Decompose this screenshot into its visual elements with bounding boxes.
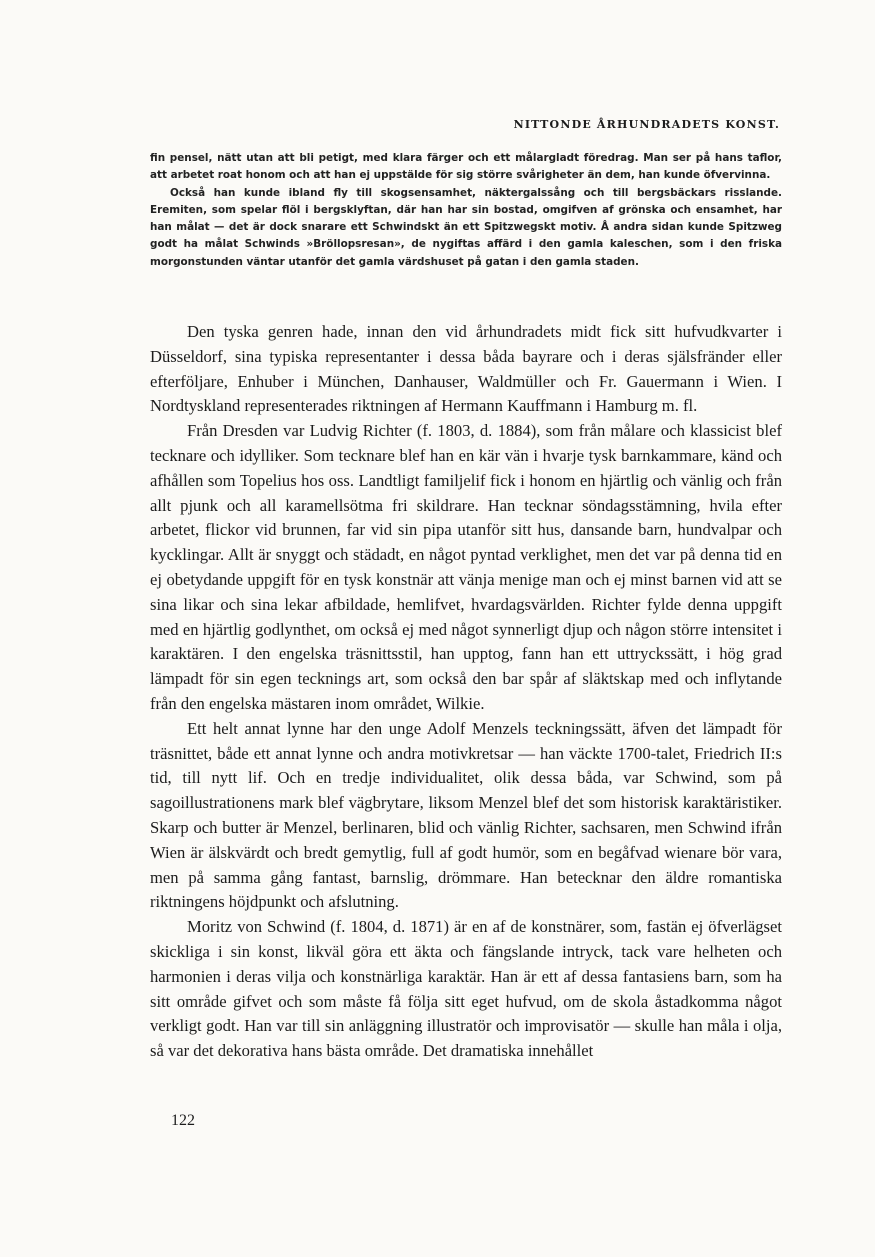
main-paragraph-2: Från Dresden var Ludvig Richter (f. 1803, d. 1884), som från målare och klassicist blef tecknare och idylliker. Som tecknare blef han en kär vän i hvarje tysk barnkammare, känd och afhållen som Topelius hos oss. Landtligt familjelif fick i honom en hjärtlig och vänlig och från allt pjunk och all karamellsötma fri skildrare. Han tecknar söndagsstämning, hvila efter arbetet, flickor vid brunnen, far vid sin pipa utanför sitt hus, dansande barn, hundvalpar och kycklingar. Allt är snyggt och städadt, en något pyntad verklighet, men det var på denna tid en ej obetydande uppgift för en tysk konstnär att vänja menige man och ej minst barnen vid att se sina likar och sina lekar afbildade, hemlifvet, hvardagsvärlden. Richter fylde denna uppgift med en hjärtlig godlynthet, om också ej med något synnerligt djup och någon större intensitet i karaktären. I den engelska träsnittsstil, han upptog, fann han ett uttryckssätt, i hög grad lämpadt för sin egen tecknings art, som också den bar spår af släktskap med och inflytande från den engelska mästaren inom området, Wilkie. (150, 421, 782, 713)
small-paragraph-2: Också han kunde ibland fly till skogsensamhet, näktergalssång och till bergsbäckars risslande. Eremiten, som spelar flöl i bergsklyftan, där han har sin bostad, omgifven af grönska och ensamhet, har han målat — det är dock snarare ett Schwindskt än ett Spitzwegskt motiv. Å andra sidan kunde Spitzweg godt ha målat Schwinds »Bröllopsresan», de nygiftas affärd i den gamla kaleschen, som i den friska morgonstunden väntar utanför det gamla värdshuset på gatan i den gamla staden. (150, 186, 782, 268)
main-paragraph-1: Den tyska genren hade, innan den vid århundradets midt fick sitt hufvudkvarter i Düsseldorf, sina typiska representanter i dessa båda bayrare och i deras själsfränder eller efterföljare, Enhuber i München, Danhauser, Waldmüller och Fr. Gauermann i Wien. I Nordtyskland representerades riktningen af Hermann Kauffmann i Hamburg m. fl. (150, 322, 782, 416)
main-text-section (150, 320, 782, 1064)
running-header: NITTONDE ÅRHUNDRADETS KONST. (513, 118, 780, 131)
main-paragraph-3: Ett helt annat lynne har den unge Adolf Menzels teckningssätt, äfven det lämpadt för träsnittet, både ett annat lynne och andra motivkretsar — han väckte 1700-talet, Friedrich II:s tid, till nytt lif. Och en tredje individualitet, olik dessa båda, var Schwind, som på sagoillustrationens mark blef vägbrytare, liksom Menzel blef det som historisk karaktäristiker. Skarp och butter är Menzel, berlinaren, blid och vänlig Richter, sachsaren, men Schwind ifrån Wien är älskvärdt och bredt gemytlig, full af godt humör, som en begåfvad wienare bör vara, men på samma gång fantast, barnslig, drömmare. Han betecknar den äldre romantiska riktningens höjdpunkt och afslutning. (150, 718, 782, 912)
small-print-section (150, 150, 782, 271)
main-paragraph-4: Moritz von Schwind (f. 1804, d. 1871) är en af de konstnärer, som, fastän ej öfverlägset skickliga i sin konst, likväl göra ett äkta och fängslande intryck, tack vare helheten och harmonien i deras vilja och konstnärliga karaktär. Han är ett af dessa fantasiens barn, som ha sitt område gifvet och som måste få följa sitt eget hufvud, om de skola åstadkomma något verkligt godt. Han var till sin anläggning illustratör och improvisatör — skulle han måla i olja, så var det dekorativa hans bästa område. Det dramatiska innehållet (150, 917, 782, 1061)
small-paragraph-1: fin pensel, nätt utan att bli petigt, med klara färger och ett målargladt föredrag. Man ser på hans taflor, att arbetet roat honom och att han ej uppstälde för sig större svårigheter än dem, han kunde öfvervinna. (150, 152, 782, 182)
page-number: 122 (171, 1112, 195, 1129)
